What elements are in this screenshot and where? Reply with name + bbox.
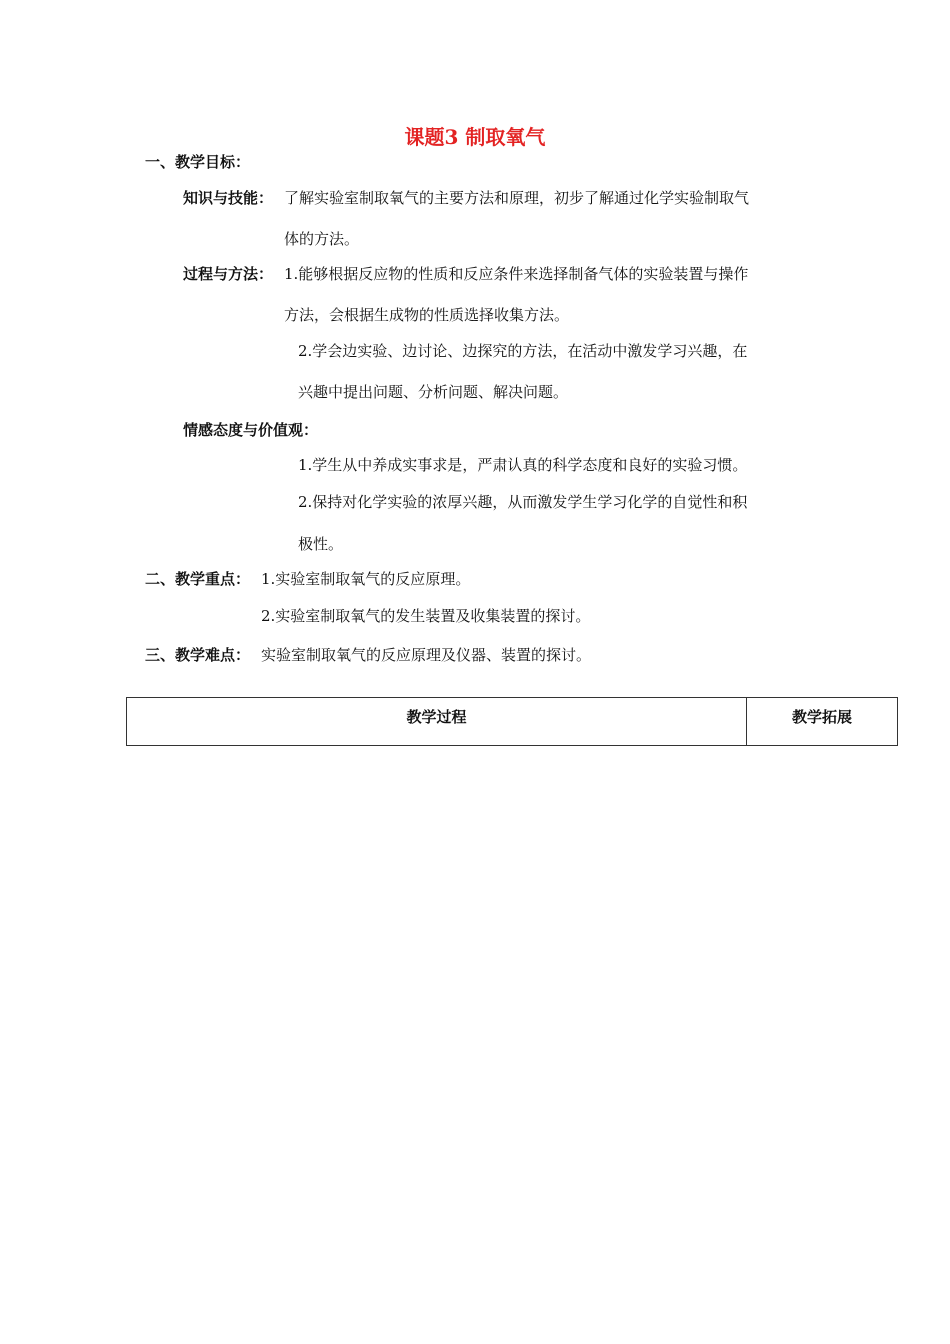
- table-header-row: [127, 698, 898, 746]
- key-points-item2: 2.实验室制取氧气的发生装置及收集装置的探讨。: [261, 607, 591, 625]
- page-title: 课题3 制取氧气: [404, 125, 546, 149]
- attitude-item1: 1.学生从中养成实事求是，严肃认真的科学态度和良好的实验习惯。: [298, 456, 748, 474]
- attitude-item2-line1: 2.保持对化学实验的浓厚兴趣，从而激发学生学习化学的自觉性和积: [298, 493, 748, 511]
- difficulties-text: 实验室制取氧气的反应原理及仪器、装置的探讨。: [261, 646, 592, 664]
- table-header-process: 教学过程: [127, 698, 747, 746]
- process-label: 过程与方法：: [183, 265, 274, 283]
- knowledge-label: 知识与技能：: [183, 189, 274, 207]
- process-item1-line2: 方法，会根据生成物的性质选择收集方法。: [284, 306, 570, 324]
- knowledge-text-line2: 体的方法。: [284, 230, 360, 248]
- difficulties-label: 三、教学难点：: [145, 646, 251, 664]
- objectives-heading: 一、教学目标：: [145, 153, 251, 171]
- process-item1-line1: 1.能够根据反应物的性质和反应条件来选择制备气体的实验装置与操作: [284, 265, 749, 283]
- process-item2-line1: 2.学会边实验、边讨论、边探究的方法，在活动中激发学习兴趣，在: [298, 342, 748, 360]
- teaching-process-table: [126, 697, 898, 746]
- table-header-extension: 教学拓展: [747, 698, 898, 746]
- knowledge-text-line1: 了解实验室制取氧气的主要方法和原理，初步了解通过化学实验制取气: [284, 189, 750, 207]
- key-points-item1: 1.实验室制取氧气的反应原理。: [261, 570, 471, 588]
- attitude-item2-line2: 极性。: [298, 535, 344, 553]
- process-item2-line2: 兴趣中提出问题、分析问题、解决问题。: [298, 383, 569, 401]
- key-points-label: 二、教学重点：: [145, 570, 251, 588]
- attitude-label: 情感态度与价值观：: [183, 421, 319, 439]
